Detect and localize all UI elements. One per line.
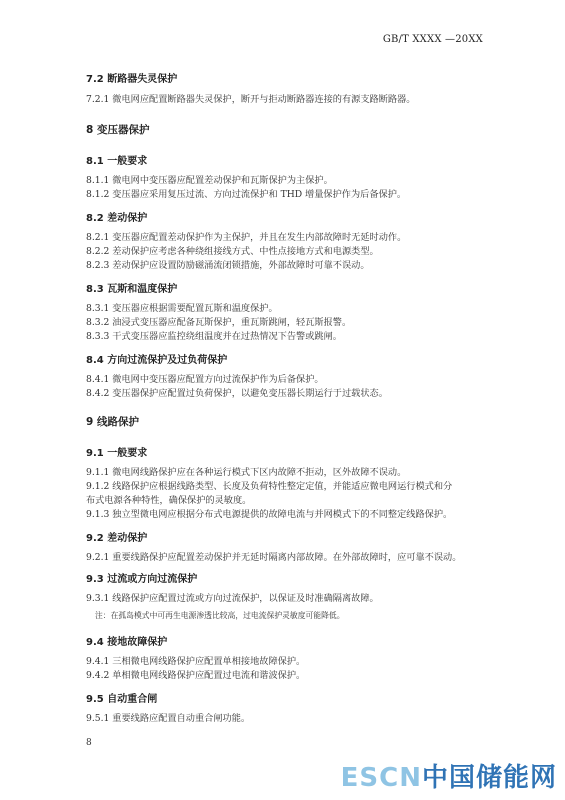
paragraph: 布式电源各种特性，确保保护的灵敏度。 — [86, 495, 252, 506]
paragraph: 9.5.1 重要线路应配置自动重合闸功能。 — [86, 713, 251, 724]
paragraph: 8.4.2 变压器保护应配置过负荷保护，以避免变压器长期运行于过载状态。 — [86, 388, 388, 399]
paragraph: 8.3.1 变压器应根据需要配置瓦斯和温度保护。 — [86, 303, 278, 314]
paragraph: 9.2.1 重要线路保护应配置差动保护并无延时隔离内部故障。在外部故障时，应可靠不误动。 — [86, 552, 462, 563]
paragraph: 9.3.1 线路保护应配置过流或方向过流保护，以保证及时准确隔离故障。 — [86, 593, 379, 604]
note: 注：在孤岛模式中可再生电源渗透比较高，过电流保护灵敏度可能降低。 — [95, 611, 345, 620]
paragraph: 8.2.1 变压器应配置差动保护作为主保护，并且在发生内部故障时无延时动作。 — [86, 232, 407, 243]
section-heading: 8.4 方向过流保护及过负荷保护 — [86, 355, 228, 366]
page-number: 8 — [86, 738, 92, 748]
paragraph: 8.2.3 差动保护应设置防励磁涌流闭锁措施，外部故障时可靠不误动。 — [86, 260, 370, 271]
paragraph: 9.1.1 微电网线路保护应在各种运行模式下区内故障不拒动，区外故障不误动。 — [86, 467, 407, 478]
section-heading: 8.2 差动保护 — [86, 213, 148, 224]
paragraph: 8.3.3 干式变压器应监控绕组温度并在过热情况下告警或跳闸。 — [86, 331, 342, 342]
watermark-latin: ESCN — [340, 763, 422, 793]
paragraph: 8.3.2 油浸式变压器应配备瓦斯保护，重瓦斯跳闸，轻瓦斯报警。 — [86, 317, 352, 328]
section-heading: 8.3 瓦斯和温度保护 — [86, 284, 178, 295]
chapter-heading: 8 变压器保护 — [86, 124, 150, 136]
section-heading: 9.4 接地故障保护 — [86, 637, 168, 648]
section-heading: 8.1 一般要求 — [86, 156, 148, 167]
paragraph: 7.2.1 微电网应配置断路器失灵保护，断开与拒动断路器连接的有源支路断路器。 — [86, 94, 416, 105]
section-heading: 9.5 自动重合闸 — [86, 694, 158, 705]
paragraph: 8.1.1 微电网中变压器应配置差动保护和瓦斯保护为主保护。 — [86, 175, 333, 186]
paragraph: 9.1.3 独立型微电网应根据分布式电源提供的故障电流与并网模式下的不同整定线路保护。 — [86, 509, 453, 520]
paragraph: 8.1.2 变压器应采用复压过流、方向过流保护和 THD 增量保护作为后备保护。 — [86, 189, 407, 200]
watermark-cn: 中国储能网 — [421, 763, 557, 793]
chapter-heading: 9 线路保护 — [86, 416, 139, 428]
paragraph: 8.2.2 差动保护应考虑各种绕组接线方式、中性点接地方式和电源类型。 — [86, 246, 379, 257]
section-heading: 7.2 断路器失灵保护 — [86, 74, 178, 85]
paragraph: 9.4.1 三相微电网线路保护应配置单相接地故障保护。 — [86, 656, 306, 667]
paragraph: 9.1.2 线路保护应根据线路类型、长度及负荷特性整定定值，并能适应微电网运行模式和分 — [86, 481, 453, 492]
document-code: GB/T XXXX —20XX — [382, 34, 483, 45]
paragraph: 9.4.2 单相微电网线路保护应配置过电流和谐波保护。 — [86, 670, 306, 681]
section-heading: 9.2 差动保护 — [86, 533, 148, 544]
section-heading: 9.1 一般要求 — [86, 448, 148, 459]
section-heading: 9.3 过流或方向过流保护 — [86, 574, 198, 585]
paragraph: 8.4.1 微电网中变压器应配置方向过流保护作为后备保护。 — [86, 374, 324, 385]
watermark — [341, 757, 557, 794]
